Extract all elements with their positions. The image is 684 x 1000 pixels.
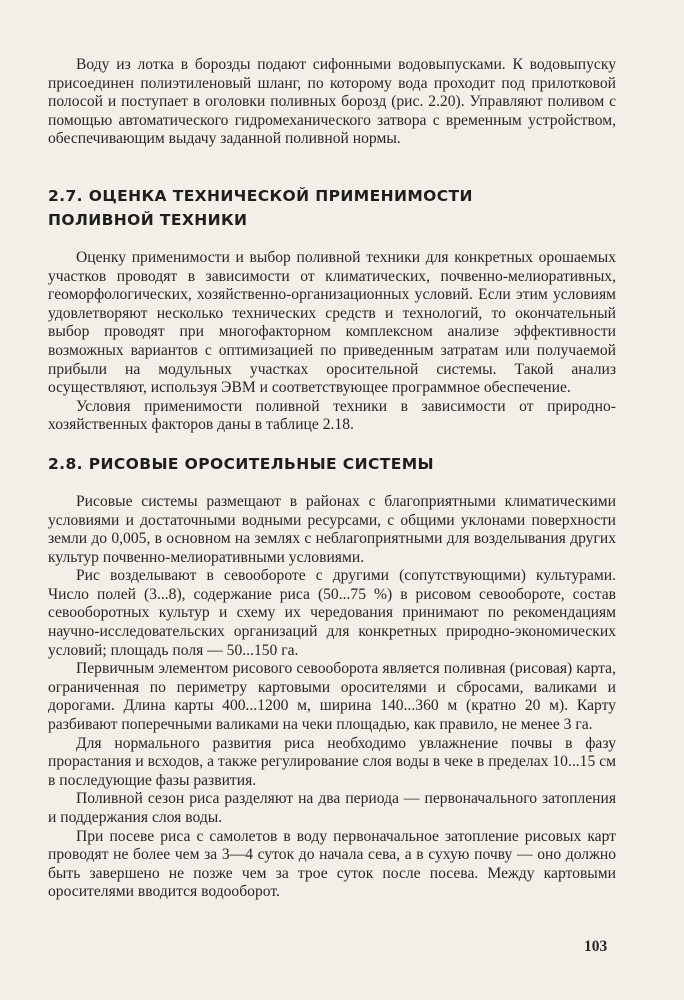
paragraph: Для нормального развития риса необходимо увлажнение почвы в фазу прорастания и всходов, а также регулирование слоя воды в чеке в пределах 10...15 см в последующие фазы развития. <box>48 734 616 789</box>
paragraph: Воду из лотка в борозды подают сифонными водовыпусками. К водовыпуску присоединен полиэтиленовый шланг, по которому вода проходит под прилотковой полосой и поступает в оголовки поливных борозд (рис. 2.20). Управляют поливом с помощью автоматического гидромеханического затвора с временным устройством, обеспечивающим выдачу заданной поливной нормы. <box>48 56 616 148</box>
section-heading-2-8: 2.8. РИСОВЫЕ ОРОСИТЕЛЬНЫЕ СИСТЕМЫ <box>48 454 434 473</box>
section-2-7-body <box>48 249 616 435</box>
paragraph: Оценку применимости и выбор поливной техники для конкретных орошаемых участков проводят в зависимости от климатических, почвенно-мелиоративных, геоморфологических, хозяйственно-организационных условий. Если этим условиям удовлетворяют несколько технических средств и технологий, то окончательный выбор проводят при многофакторном комплексном анализе эффективности возможных вариантов с оптимизацией по приведенным затратам или получаемой прибыли на модульных участках оросительной системы. Такой анализ осуществляют, используя ЭВМ и соответствующее программное обеспечение. <box>48 248 616 397</box>
page-number: 103 <box>584 938 608 955</box>
section-heading-2-7 <box>48 184 616 232</box>
paragraph: Рис возделывают в севообороте с другими (сопутствующими) культурами. Число полей (3...8), содержание риса (50...75 %) в рисовом севообороте, состав севооборотных культур и схему их чередования принимают по рекомендациям научно-исследовательских организаций для конкретных природно-экономических условий; площадь поля — 50...150 га. <box>48 567 616 659</box>
page-text <box>48 56 616 902</box>
paragraph: Рисовые системы размещают в районах с благоприятными климатическими условиями и достаточными водными ресурсами, с общими уклонами поверхности земли до 0,005, в основном на землях с неблагоприятными для возделывания других культур почвенно-мелиоративными условиями. <box>48 492 616 566</box>
intro-section <box>48 56 616 149</box>
paragraph: При посеве риса с самолетов в воду первоначальное затопление рисовых карт проводят не более чем за 3—4 суток до начала сева, а в сухую почву — оно должно быть завершено не позже чем за трое суток после посева. Между картовыми оросителями вводится водооборот. <box>48 827 616 901</box>
paragraph: Первичным элементом рисового севооборота является поливная (рисовая) карта, ограниченная по периметру картовыми оросителями и сбросами, валиками и дорогами. Длина карты 400...1200 м, ширина 140...360 м (кратно 20 м). Карту разбивают поперечными валиками на чеки площадью, как правило, не менее 3 га. <box>48 660 616 734</box>
heading-line: ПОЛИВНОЙ ТЕХНИКИ <box>48 210 248 229</box>
heading-line: 2.7. ОЦЕНКА ТЕХНИЧЕСКОЙ ПРИМЕНИМОСТИ <box>48 186 473 205</box>
paragraph: Условия применимости поливной техники в зависимости от природно-хозяйственных факторов даны в таблице 2.18. <box>48 397 616 434</box>
paragraph: Поливной сезон риса разделяют на два периода — первоначального затопления и поддержания слоя воды. <box>48 790 616 826</box>
section-2-8-body <box>48 493 616 902</box>
